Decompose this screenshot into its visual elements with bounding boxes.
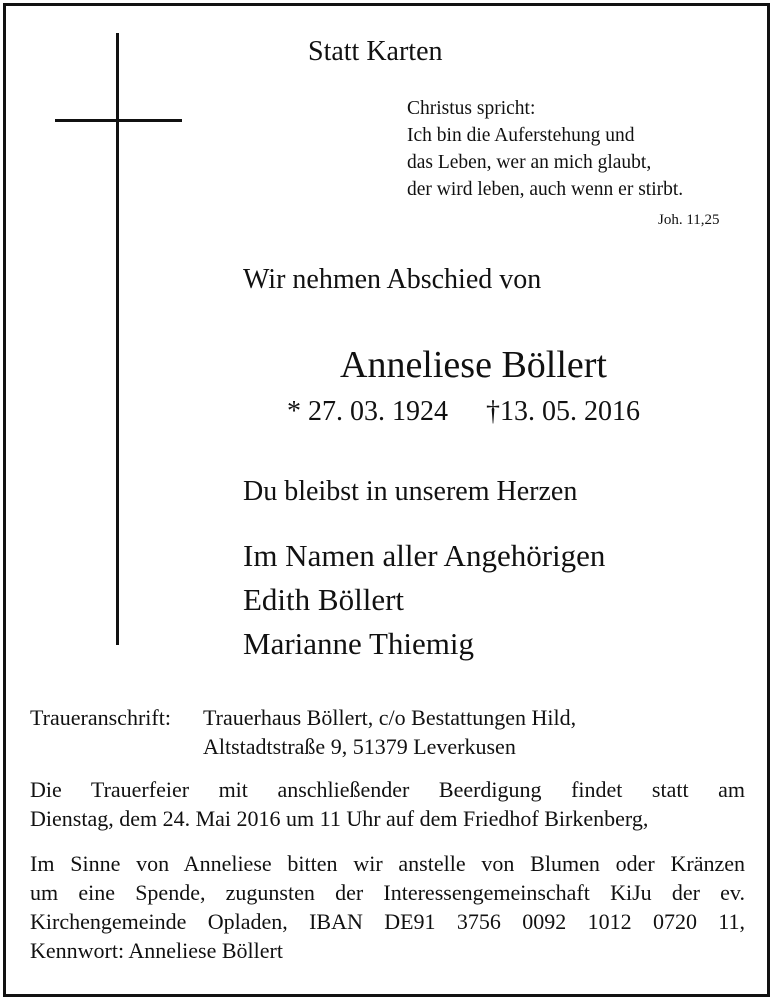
donation-line: Kirchengemeinde Opladen, IBAN DE91 3756 0092 1012 0720 11, bbox=[30, 909, 745, 934]
birth-date: * 27. 03. 1924 bbox=[287, 396, 448, 427]
death-date: †13. 05. 2016 bbox=[486, 396, 640, 427]
verse-reference: Joh. 11,25 bbox=[658, 212, 720, 228]
donation-line: Kennwort: Anneliese Böllert bbox=[30, 938, 283, 963]
cross-icon bbox=[116, 33, 119, 645]
address-line: Altstadtstraße 9, 51379 Leverkusen bbox=[203, 734, 516, 759]
life-dates bbox=[287, 398, 640, 426]
address-label: Traueranschrift: bbox=[30, 705, 171, 730]
ceremony-info bbox=[30, 775, 745, 833]
ceremony-line: Dienstag, dem 24. Mai 2016 um 11 Uhr auf dem Friedhof Birkenberg, bbox=[30, 806, 649, 831]
verse-line: das Leben, wer an mich glaubt, bbox=[407, 152, 652, 173]
deceased-name: Anneliese Böllert bbox=[340, 344, 607, 386]
bible-verse bbox=[407, 95, 683, 203]
signatures bbox=[243, 534, 605, 666]
statt-karten-heading: Statt Karten bbox=[308, 36, 443, 67]
verse-line: Ich bin die Auferstehung und bbox=[407, 125, 635, 146]
donation-info bbox=[30, 849, 745, 965]
heart-line: Du bleibst in unserem Herzen bbox=[243, 476, 578, 507]
verse-line: Christus spricht: bbox=[407, 98, 536, 119]
cross-icon-bar bbox=[55, 119, 182, 122]
address-line: Trauerhaus Böllert, c/o Bestattungen Hild, bbox=[203, 705, 577, 730]
farewell-line: Wir nehmen Abschied von bbox=[243, 264, 542, 295]
ceremony-line: Die Trauerfeier mit anschließender Beerdigung findet statt am bbox=[30, 777, 745, 802]
signature-line: Im Namen aller Angehörigen bbox=[243, 538, 606, 573]
verse-line: der wird leben, auch wenn er stirbt. bbox=[407, 179, 684, 200]
donation-line: um eine Spende, zugunsten der Interessengemeinschaft KiJu der ev. bbox=[30, 880, 745, 905]
funeral-address bbox=[30, 703, 745, 761]
donation-line: Im Sinne von Anneliese bitten wir anstelle von Blumen oder Kränzen bbox=[30, 851, 745, 876]
signature-line: Edith Böllert bbox=[243, 582, 405, 617]
signature-line: Marianne Thiemig bbox=[243, 626, 475, 661]
